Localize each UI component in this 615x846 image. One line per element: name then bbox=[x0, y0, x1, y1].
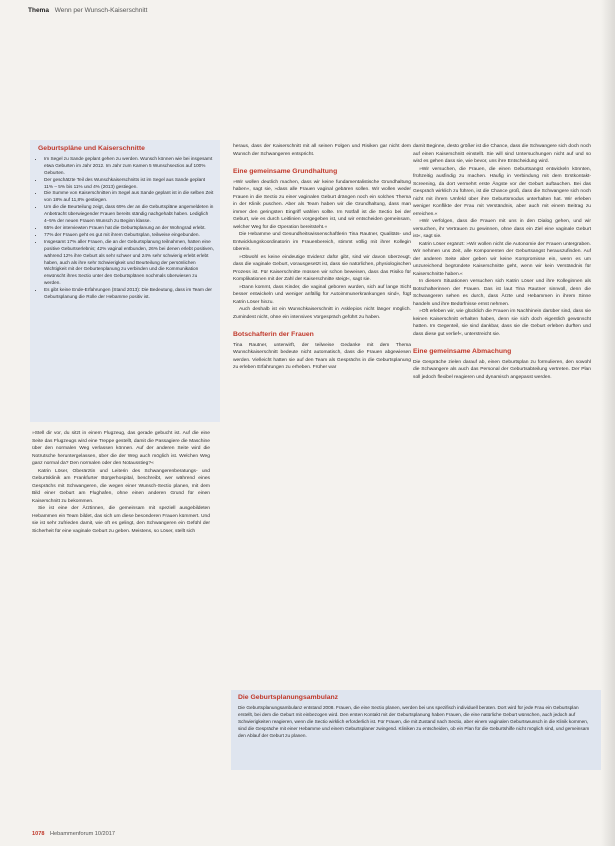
list-item: • Um die die Beurteilung zeigt, dass 69% der an die Geburtspläne angemeldeten in Anbetracht überwiegender Frauen bereits ständig nachgehabt haben. Lediglich 4–5% der neuen Frauen Wunsch zu Beginn klasse. bbox=[44, 204, 214, 225]
page-number: 1078 bbox=[32, 831, 45, 837]
facts-sidebar bbox=[30, 140, 220, 422]
list-item: • 65% der interviewten Frauen hat die Geburtsplanung an der Wohngrad erlebt. bbox=[44, 225, 214, 232]
paragraph: »Wir verfolgen, dass die Frauen mit uns in den Dialog gehen, und wir versuchen, ihr Vertrauen zu gewinnen, ohne dass ein Ziel eine vaginale Geburt ist«, sagt sie. bbox=[413, 219, 591, 239]
list-item: • Die Summe von Kaiserschnitten im Segel aus Sande geplant ist in die selben Zeit von 18% auf 11,8% gestiegen. bbox=[44, 190, 214, 204]
paragraph: In diesem Situationen versuchen sich Katrin Löser und ihre Kolleginnen als Botschafterinnen der Frauen. Das ist laut Tina Rautner sinnvoll, denn die Schwangeren sehen es durch, dass Ärzte und Hebammen in ihrem Sinne handeln und ihre Bedürfnisse ernst nehmen. bbox=[413, 279, 591, 307]
paragraph: Auch deshalb ist ein Wunschkaiserschnitt in Asklepios nicht länger möglich. Zumindest nicht, ohne ein intensives Vorgespräch geführt zu haben. bbox=[233, 307, 411, 320]
sidebar-title: Geburtspläne und Kaiserschnitte bbox=[38, 145, 145, 152]
column-3 bbox=[413, 143, 591, 381]
paragraph: Katrin Löser, Oberärztin und Leiterin des Schwangerenberatungs- und Geburtsklinik am Frankfurter Bürgerhospital, beschreibt, wer während eines Gesprächs mit Schwangeren, die wegen einer Wunsch-Sectio planen, mit dem Bild einer Geburt am Flughafen, ohne einen anderen Grund für einen Kaiserschnitt zu bekommen. bbox=[32, 468, 210, 504]
journal-name: Hebammenforum 10/2017 bbox=[50, 831, 116, 837]
paragraph: Sie ist eine der Ärztinnen, die gemeinsam mit speziell ausgebildeten Hebammen ein Team bildet, das sich um diese besonderen Frauen kümmert. Und sie ist sehr zufrieden damit, wie oft es gelingt, den Schwangeren ein Gefühl der Sicherheit für eine vaginale Geburt zu geben. Meistens, so Löser, stellt sich bbox=[32, 506, 210, 534]
paragraph: heraus, dass der Kaiserschnitt mit all seinen Folgen und Risiken gar nicht dem Wunsch der Schwangeren entspricht. bbox=[233, 144, 411, 157]
paragraph: »Dann kommt, dass Kinder, die vaginal geboren wurden, sich auf lange Sicht besser entwickeln und weniger anfällig für Autoimmunerkrankungen sind«, fügt Katrin Löser hinzu. bbox=[233, 284, 411, 305]
scan-edge-shadow bbox=[601, 0, 615, 846]
list-item: • 77% der Frauen geht es gut mit ihrem Geburtsplan, teilweise eingebunden. bbox=[44, 232, 214, 239]
section-heading: Eine gemeinsame Grundhaltung bbox=[233, 168, 338, 175]
section-heading: Eine gemeinsame Abmachung bbox=[413, 348, 512, 355]
info-box-text: Die Geburtsplanungsambulanz entstand 2008. Frauen, die eine Sectio planen, werden bei uns spezifisch individuell beraten. Dort wird für jede Frau ein Geburtsplan erstellt, bei dem die Geburt mit einbezogen wird. Den ersten Kontakt mit der Geburtsplanung haben Frauen, die eine natürliche Geburt wünschen, auch jedoch auf Schwierigkeiten reagieren, wenn die Sectio wirklich erforderlich ist. Für Frauen, die mit Zustand nach Sectio, aber einem vaginalen Geburtswunsch in die Klinik kommen, sind die Gespräche mit einer Hebamme und einem Geburtsplaner zwingend. Kliniken zu entscheiden, ob ein Plan für die Geburtshilfe nicht möglich sind, und gemeinsam den Ablauf der Geburt zu planen. bbox=[238, 704, 590, 738]
paragraph: »Stell dir vor, du sitzt in einem Flugzeug, das gerade gebucht ist. Auf die eine Seite das Flugzeugs wird eine Treppe gestellt, damit die Passagiere die Maschine über den normalen Weg verlassen können. Auf der anderen Seite wird die Notrutsche heruntergelassen, über die der Weg auch möglich ist. Welchen Weg ganz normal da? Den normalen oder den Notausstieg?« bbox=[32, 431, 210, 466]
paragraph: Katrin Löser ergänzt: »Wir wollen nicht die Autonomie der Frauen untergraben. Wir nehmen uns Zeit, alle Komponenten der Geburtsangst herauszufinden. Auf der anderen Seite aber geben wir keine Kompromisse ein, wenn es um unzureichend begründete Kaiserschnitte geht, wenn wir kein Verständnis für Kaiserschnitte haben.« bbox=[413, 241, 591, 277]
page-footer bbox=[32, 831, 115, 837]
list-item: • Insgesamt 17% aller Frauen, die an der Geburtsplanung teilnahmen, hatten eine positive Geburtserlebnis; 42% vaginal entbunden, 26% bei denen erlebt positiven, während 12% ihre Geburt als sehr schwer und 24% sehr schwierig erlebt erlebt haben, auch als ihre sehr Schwierigkeit und Beurteilung der persönlichen Wichtigkeit mit der Geburtenplanung zu verbinden und die Kommunikation erwünscht ihres Sectio unter den Geburtsplänen nochmals überwiesen zu werden. bbox=[44, 239, 214, 287]
running-header bbox=[28, 7, 588, 14]
column-1 bbox=[32, 430, 210, 535]
info-box bbox=[231, 690, 601, 770]
paragraph: damit Beginne, desto größer ist die Chance, dass die Schwangere sich doch noch auf einen Kaiserschnitt einstellt. Sie will sind Untersuchungen nicht auf und so wird es gehen dass sie, wie bevor, uns ihre Entscheidung wird. bbox=[413, 144, 591, 164]
paragraph: »Obwohl es keine eindeutige Evidenz dafür gibt, sind wir davon überzeugt, dass die vaginale Geburt, vorausgesetzt ist, dass sie natürlichen, physiologischen Prozess ist. Für Kaiserschnitte müssen wir schon beweisen, dass das Risiko für Komplikationen mit der Zahl der Kaiserschnitte steigt«, sagt sie. bbox=[233, 254, 411, 282]
paragraph: »Wir versuchen, die Frauen, die einen Geburtsangst entwickeln könnten, frühzeitig ausfindig zu machen. Häufig in Verbindung mit dem Erstkontakt-Screening, da dort vermehrt erste Ängste vor der Geburt auftauchen. Bei das Gespräch wirklich zu führen, ist die Chance groß, dass die Schwangere sich noch nicht mit ihrem Umfeld über ihre Geburtsmodus unterhalten hat. Wir erleben weniger Konflikte der Frau mit Verständnis, aber auch mit einem Beitrag zu erreichen.« bbox=[413, 166, 591, 217]
paragraph: »Oft erleben wir, wie glücklich die Frauen im Nachhinein darüber sind, dass sie keinen Kaiserschnitt erhalten haben, denn sie sich doch eigentlich gewünscht hatten. Im Gegenteil, sie sind dankbar, dass sie die Geburt erleben durften und dass diese gut verlief«, unterstreicht sie. bbox=[413, 309, 591, 337]
paragraph: »Wir wollen deutlich machen, dass wir keine fundamentalistische Grundhaltung haben«, sagt sie, »dass alle Frauen vaginal gebären sollen. Wir wollen weder Frauen in die Sectio zu einer vaginalen Geburt drängen noch ein solches Thema in der Klinik puschen. Aber als Team haben wir die Grundhaltung, dass man immer den geringsten Eingriff wählen sollte. Im Notfall ist die Sectio bei der Geburt, wie es durch Leitlinien vorgegeben ist, und wir entscheiden gemeinsam, welcher Weg für die Operation bereitsteht.« bbox=[233, 179, 411, 230]
list-item: • Der geschätzte Teil des Wunschkaiserschnitts ist im Segel aus Sande geplant 11% – 5% bis 11% und 4% (2013) gestiegen. bbox=[44, 177, 214, 191]
header-label: Thema bbox=[28, 7, 49, 14]
list-item: • Es gibt keine Ende-Erfahrungen (Stand 2013): Die Bedeutung, dass im Team der Geburtsplanung die Rolle der Hebamme positiv ist. bbox=[44, 287, 214, 301]
sidebar-list bbox=[38, 156, 214, 301]
paragraph: Die Hebamme und Gesundheitswissenschaftlerin Tina Rautner, Qualitäts- und Entwicklungskoordinatorin im Frauenbereich, stimmt völlig mit ihrer Kollegin überein. bbox=[233, 232, 411, 252]
list-item: • Im Segel zu Sande geplant gehen zu werden. Wunsch können wie bei insgesamt etwa Geburten im Jahr 2012. Im Jahr zum Kamen 5 Wunschsectios auf 100% Geburten. bbox=[44, 156, 214, 177]
info-box-title: Die Geburtsplanungsambulanz bbox=[238, 694, 339, 701]
header-title: Wenn per Wunsch-Kaiserschnitt bbox=[54, 7, 148, 14]
section-heading: Botschafterin der Frauen bbox=[233, 331, 314, 338]
column-2 bbox=[233, 143, 411, 372]
paragraph: Die Gespräche zielen darauf ab, einen Geburtsplan zu formulieren, den sowohl die Schwangere als auch das Personal der Geburtsabteilung vertreten. Der Plan soll jedoch flexibel reagieren und dynamisch angepasst werden. bbox=[413, 359, 591, 380]
paragraph: Tina Rautner, unterwirft, der teilweise Gedanke mit dem Thema Wunschkaiserschnitt bedeute nicht automatisch, dass die Frauen abgewiesen werden. Vielleicht hatten sie auf den Team als Gesprächs in die Geburtsplanung zu erleben Erfahrungen zu erheben. Früher war bbox=[233, 342, 411, 370]
